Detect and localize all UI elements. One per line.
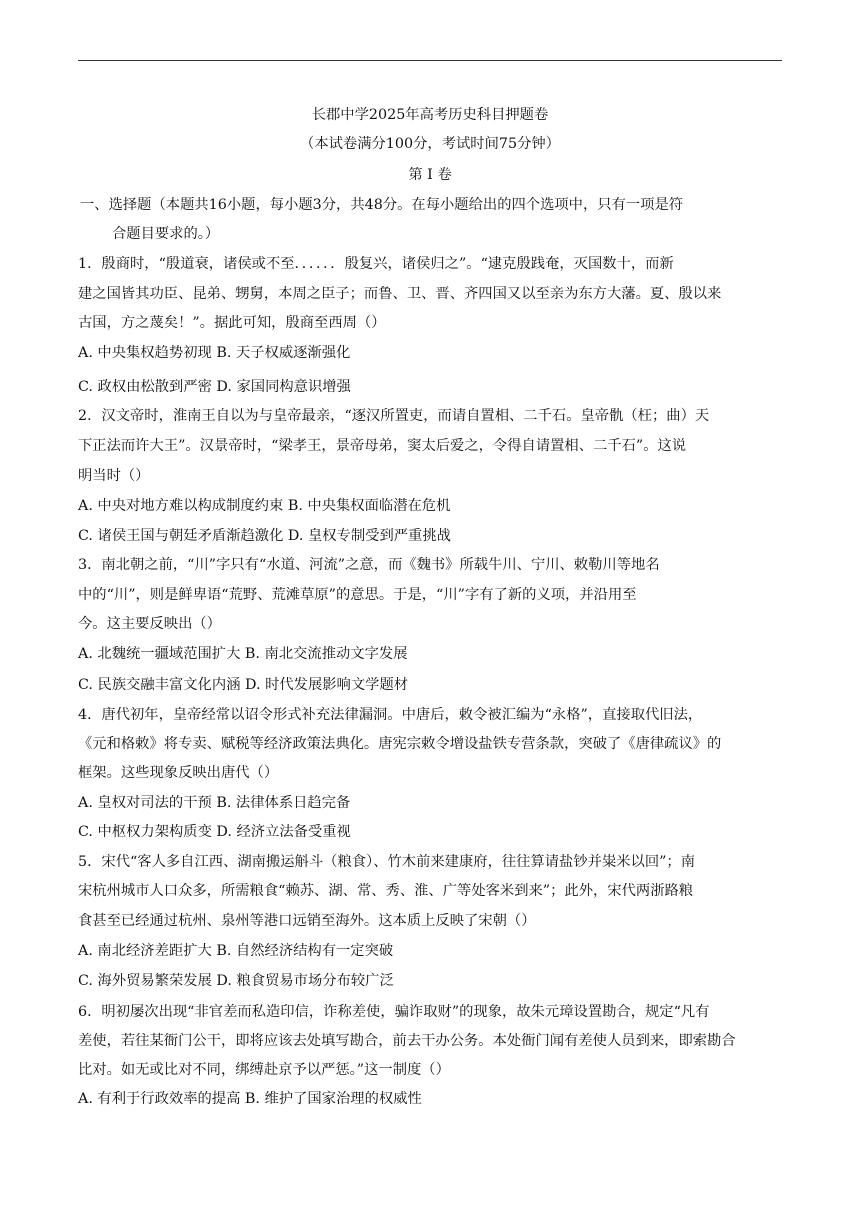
answer-options: C. 中枢权力架构质变 D. 经济立法备受重视 <box>78 824 351 840</box>
question-text: 5．宋代“客人多自江西、湖南搬运斛斗（粮食）、竹木前来建康府，往往算请盐钞并粜米以回”；南 <box>78 854 696 870</box>
answer-options: A. 北魏统一疆域范围扩大 B. 南北交流推动文字发展 <box>78 646 408 662</box>
answer-options: C. 政权由松散到严密 D. 家国同构意识增强 <box>78 379 351 395</box>
question-text: 2．汉文帝时，淮南王自以为与皇帝最亲，“逐汉所置吏，而请自置相、二千石。皇帝骩（枉；曲）天 <box>78 408 710 424</box>
question-text: 3．南北朝之前，“川”字只有“水道、河流”之意，而《魏书》所载牛川、宁川、敕勒川等地名 <box>78 557 660 573</box>
question-text: 《元和格敕》将专卖、赋税等经济政策法典化。唐宪宗敕令增设盐铁专营条款，突破了《唐律疏议》的 <box>78 736 722 752</box>
answer-options: C. 海外贸易繁荣发展 D. 粮食贸易市场分布较广泛 <box>78 973 394 989</box>
exam-subtitle: （本试卷满分100分，考试时间75分钟） <box>300 136 560 152</box>
answer-options: A. 中央集权趋势初现 B. 天子权威逐渐强化 <box>78 345 351 361</box>
question-text: 食甚至已经通过杭州、泉州等港口远销至海外。这本质上反映了宋朝（） <box>78 913 536 929</box>
question-text: 4．唐代初年，皇帝经常以诏令形式补充法律漏洞。中唐后，敕令被汇编为“永格”，直接取代旧法， <box>78 707 703 723</box>
answer-options: A. 中央对地方难以构成制度约束 B. 中央集权面临潜在危机 <box>78 498 451 514</box>
question-text: 宋杭州城市人口众多，所需粮食“赖苏、湖、常、秀、淮、广等处客米到来”；此外，宋代两浙路粮 <box>78 883 694 899</box>
question-text: 比对。如无或比对不同，绑缚赴京予以严惩。”这一制度（） <box>78 1062 450 1078</box>
question-text: 6．明初屡次出现“非官差而私造印信，诈称差使，骗诈取财”的现象，故朱元璋设置勘合，规定“凡有 <box>78 1004 710 1020</box>
question-text: 差使，若往某衙门公干，即将应该去处填写勘合，前去干办公务。本处衙门闻有差使人员到来，即索勘合 <box>78 1033 736 1049</box>
question-text: 1．殷商时，“殷道衰，诸侯或不至．．．．．．殷复兴，诸侯归之”。“逮克殷践奄，灭国数十，而新 <box>78 256 674 272</box>
answer-options: C. 诸侯王国与朝廷矛盾渐趋激化 D. 皇权专制受到严重挑战 <box>78 528 451 544</box>
section-heading-cont: 合题目要求的。） <box>112 226 220 242</box>
question-text: 明当时（） <box>78 468 150 484</box>
answer-options: A. 皇权对司法的干预 B. 法律体系日趋完备 <box>78 795 351 811</box>
exam-title: 长郡中学2025年高考历史科目押题卷 <box>311 107 549 123</box>
question-text: 中的“川”，则是鲜卑语“荒野、荒滩草原”的意思。于是，“川”字有了新的义项，并沿用至 <box>78 587 637 603</box>
question-text: 建之国皆其功臣、昆弟、甥舅，本周之臣子；而鲁、卫、晋、齐四国又以至亲为东方大藩。夏、殷以来 <box>78 286 722 302</box>
answer-options: C. 民族交融丰富文化内涵 D. 时代发展影响文学题材 <box>78 677 409 693</box>
question-text: 下正法而许大王”。汉景帝时，“梁孝王，景帝母弟，窦太后爱之，令得自请置相、二千石”。这说 <box>78 438 687 454</box>
section-heading: 一、选择题（本题共16小题，每小题3分，共48分。在每小题给出的四个选项中，只有一项是符 <box>80 197 684 213</box>
volume-label: 第 I 卷 <box>408 167 452 183</box>
answer-options: A. 有利于行政效率的提高 B. 维护了国家治理的权威性 <box>78 1091 422 1107</box>
header-rule <box>78 60 782 61</box>
question-text: 框架。这些现象反映出唐代（） <box>78 765 279 781</box>
answer-options: A. 南北经济差距扩大 B. 自然经济结构有一定突破 <box>78 943 394 959</box>
question-text: 今。这主要反映出（） <box>78 616 221 632</box>
question-text: 古国，方之蔑矣！”。据此可知，殷商至西周（） <box>78 315 386 331</box>
